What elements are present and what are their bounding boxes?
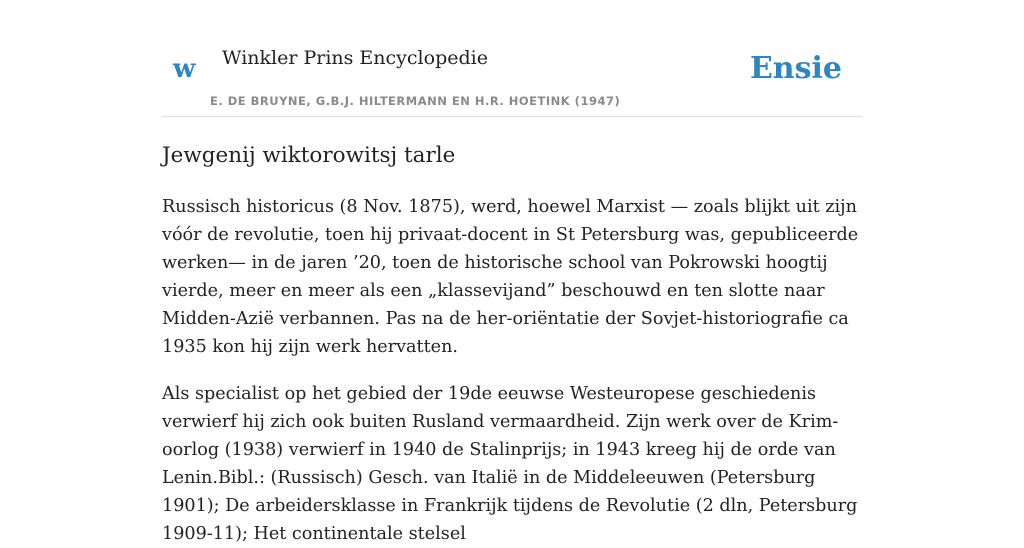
wp-logo-icon[interactable]: w <box>173 54 196 84</box>
article-title: Jewgenij wiktorowitsj tarle <box>162 143 456 168</box>
site-title[interactable]: Winkler Prins Encyclopedie <box>222 47 488 69</box>
article-paragraph-2: Als specialist op het gebied der 19de eeuwse Westeuropese geschiedenis verwierf hij zich ook buiten Rusland vermaardheid. Zijn werk over de Krim-oorlog (1938) verwierf in 1940 de Stalinprijs; in 1943 kreeg hij de orde van Lenin.Bibl.: (Russisch) Gesch. van Italië in de Middeleeuwen (Petersburg 1901); De arbeidersklasse in Frankrijk tijdens de Revolutie (2 dln, Petersburg 1909-11); Het continentale stelsel <box>162 384 858 544</box>
page <box>162 0 862 548</box>
ensie-brand-link[interactable]: Ensie <box>749 51 842 86</box>
authors-line: E. DE BRUYNE, G.B.J. HILTERMANN EN H.R. HOETINK (1947) <box>210 94 621 108</box>
article-paragraph-1: Russisch historicus (8 Nov. 1875), werd, hoewel Marxist — zoals blijkt uit zijn vóór de revolutie, toen hij privaat-docent in St Petersburg was, gepubliceerde werken— in de jaren ’20, toen de historische school van Pokrowski hoogtij vierde, meer en meer als een „klassevijand” beschouwd en ten slotte naar Midden-Azië verbannen. Pas na de her-oriëntatie der Sovjet-historiografie ca 1935 kon hij zijn werk hervatten. <box>162 197 859 357</box>
site-header <box>162 0 862 117</box>
